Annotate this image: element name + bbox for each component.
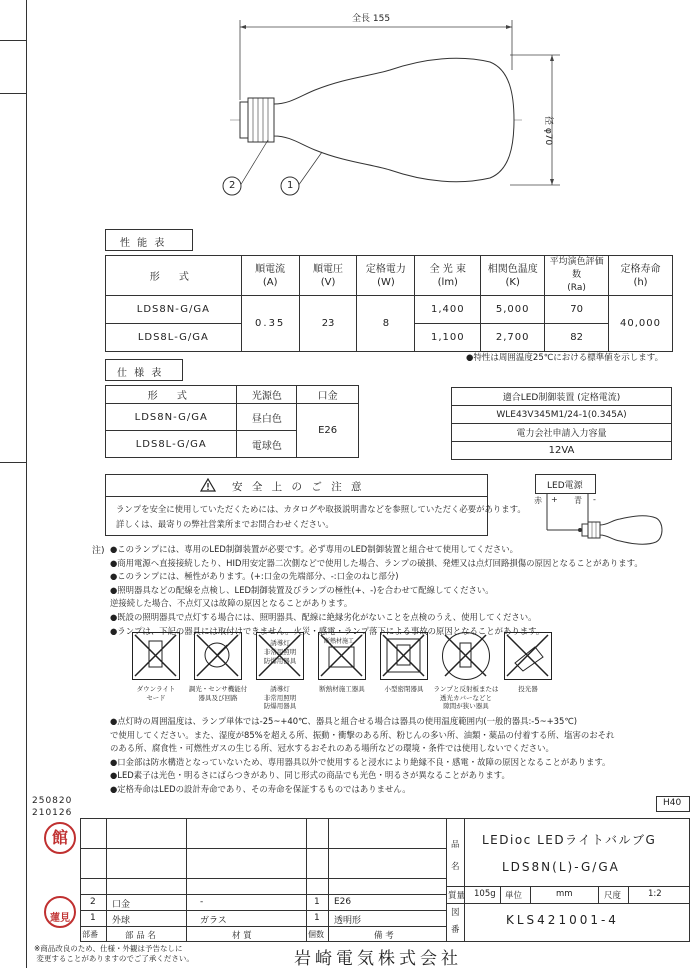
notes-block-2: [110, 715, 690, 797]
pictogram-downlight-icon: [132, 632, 180, 680]
left-frame-tick: [0, 93, 26, 94]
performance-table: [105, 255, 673, 352]
bulb-drawing: [210, 0, 580, 210]
part-material: -: [200, 897, 204, 907]
part-qty: 1: [314, 913, 320, 923]
pictogram-label: ランプと反射板または 透光カバーなどと 隙間が狭い器具: [433, 685, 499, 710]
performance-footnote: ●特性は周囲温度25℃における標準値を示します。: [466, 353, 664, 363]
perf-ra: 70: [545, 296, 609, 324]
grid-line: [628, 886, 629, 903]
led-power-label: LED電源: [547, 481, 583, 491]
perf-cct: 2,700: [481, 324, 545, 352]
grid-line: [464, 818, 465, 942]
left-frame-tick: [0, 40, 26, 41]
part-header-qty: 個数: [308, 930, 324, 939]
spec-header-base: 口金: [297, 386, 359, 404]
wire-plus-label: +: [551, 495, 558, 504]
pictogram-label: 調光・センサ機能付 器具及び回路: [188, 685, 248, 702]
spec-model: LDS8L-G/GA: [106, 431, 237, 458]
note-line: ●LED素子は光色・明るさにばらつきがあり、同じ形式の商品でも光色・明るさが異なることがあります。: [110, 770, 510, 781]
spec-model: LDS8N-G/GA: [106, 404, 237, 431]
part-no: 1: [90, 913, 96, 923]
spec-color: 昼白色: [237, 404, 297, 431]
warning-icon: [200, 478, 216, 492]
note-line: ●このランプには、専用のLED制御装置が必要です。必ず専用のLED制御装置と組合せて使用してください。: [110, 544, 518, 554]
grid-line: [80, 926, 446, 927]
note-line: のある所、腐食性・可燃性ガスの生じる所、冠水するおそれのある場所などの環境・条件では使用しないでください。: [110, 743, 554, 754]
spec-header-color: 光源色: [237, 386, 297, 404]
performance-title: 性 能 表: [120, 238, 167, 249]
scale-value: 1:2: [648, 889, 662, 899]
part-header-material: 材 質: [232, 931, 252, 941]
part-no: 2: [90, 897, 96, 907]
grid-line: [80, 878, 446, 879]
perf-model: LDS8N-G/GA: [106, 296, 242, 324]
stamp-bottom: [44, 896, 76, 928]
driver-title: 適合LED制御装置 (定格電流): [452, 388, 672, 406]
pictogram-label: ダウンライト セード: [136, 685, 176, 702]
pictogram-inner-text: 断熱材施工: [324, 638, 355, 645]
safety-line-2: 詳しくは、最寄りの弊社営業所までお問合わせください。: [116, 519, 334, 529]
note-line: ●照明器具などの配線を点検し、LED制御装置及びランプの極性(+、-)を合わせて配線してください。: [110, 584, 494, 595]
company-name: 岩崎電気株式会社: [294, 949, 462, 969]
pictogram-label: 投光器: [518, 685, 538, 693]
pictogram-sealed-icon: [380, 632, 428, 680]
mass-value: 105g: [474, 889, 496, 899]
perf-cct: 5,000: [481, 296, 545, 324]
wire-blue-label: 青: [574, 496, 582, 505]
part-name: 外球: [112, 916, 131, 926]
grid-line: [500, 886, 501, 903]
safety-title: 安 全 上 の ご 注 意: [232, 481, 365, 493]
diameter-label: 径 φ70: [543, 116, 553, 146]
grid-line: [80, 910, 446, 911]
part-name: 口金: [112, 900, 131, 910]
part-header-name: 部 品 名: [125, 931, 156, 941]
driver-capacity-title: 電力会社申請入力容量: [452, 424, 672, 442]
drawing-no: KLS421001-4: [506, 913, 619, 927]
note-line: ●口金部は防水構造となっていないため、専用器具以外で使用すると浸水により絶縁不良・感電・故障の原因となることがあります。: [110, 756, 611, 767]
perf-voltage: 23: [299, 296, 357, 352]
grid-line: [530, 886, 531, 903]
callout-2: 2: [229, 180, 236, 191]
wire-red-label: 赤: [534, 496, 542, 505]
perf-header-model: 形 式: [106, 256, 242, 296]
pictogram-label: 小型密閉器具: [384, 685, 424, 693]
notes-block-1: [110, 543, 690, 638]
note-line: ●既設の照明器具で点灯する場合には、照明器具、配線に絶縁劣化がないことを点検のうえ、使用してください。: [110, 611, 537, 622]
scale-label: 尺度: [604, 891, 622, 901]
grid-line: [446, 886, 690, 887]
callout-1: 1: [287, 180, 294, 191]
sheet-code: H40: [663, 798, 682, 808]
note-line: ●点灯時の周囲温度は、ランプ単体では-25~+40℃、器具と組合せる場合は器具の使用温度範囲内(一般的器具:-5~+35℃): [110, 716, 578, 726]
perf-header-power: 定格電力 (W): [357, 256, 415, 296]
stamp-top: [44, 822, 76, 854]
note-line: ●ランプは、下記の器具には取付けできません。火災・感電・ランプ落下による事故の原因となることがあります。: [110, 625, 545, 636]
perf-power: 8: [357, 296, 415, 352]
safety-line-1: ランプを安全に使用していただくためには、カタログや取扱説明書などを参照していただく必要があります。: [116, 504, 526, 514]
drawing-no-label: 図 番: [451, 908, 460, 935]
note-line: で使用してください。また、湿度が85%を超える所、振動・衝撃のある所、粉じんの多い所、油類・薬品の付着する所、塩害のおそれ: [110, 729, 615, 740]
grid-line: [306, 818, 307, 942]
spec-color: 電球色: [237, 431, 297, 458]
perf-ra: 82: [545, 324, 609, 352]
side-date: 250820: [32, 796, 73, 806]
perf-header-ra: 平均演色評価数 (Ra): [545, 256, 609, 296]
mass-label: 質量: [448, 891, 466, 901]
perf-flux: 1,400: [415, 296, 481, 324]
perf-header-flux: 全 光 束 (lm): [415, 256, 481, 296]
left-frame-tick: [0, 462, 26, 463]
part-note: 透明形: [334, 916, 362, 926]
part-header-note: 備 考: [374, 931, 394, 941]
driver-model: WLE43V345M1/24-1(0.345A): [452, 406, 672, 424]
grid-line: [328, 818, 329, 942]
perf-current: 0.35: [241, 296, 299, 352]
product-line-2: LDS8N(L)-G/GA: [502, 860, 620, 874]
unit-value: mm: [556, 889, 573, 899]
grid-line: [598, 886, 599, 903]
perf-model: LDS8L-G/GA: [106, 324, 242, 352]
perf-header-cct: 相関色温度 (K): [481, 256, 545, 296]
driver-table: [451, 387, 672, 460]
note-line: 逆接続した場合、不点灯又は故障の原因となることがあります。: [110, 598, 353, 609]
side-date: 210126: [32, 808, 73, 818]
disclaimer: ※商品改良のため、仕様・外観は予告なしに 変更することがありますのでご了承ください。: [34, 944, 194, 963]
driver-capacity: 12VA: [452, 442, 672, 460]
grid-line: [80, 848, 446, 849]
pictogram-label: 断熱材施工器具: [319, 685, 365, 693]
grid-line: [80, 894, 446, 895]
part-qty: 1: [314, 897, 320, 907]
part-header-no: 部番: [82, 930, 98, 939]
unit-label: 単位: [505, 891, 523, 901]
perf-life: 40,000: [609, 296, 673, 352]
perf-header-voltage: 順電圧 (V): [299, 256, 357, 296]
grid-line: [186, 818, 187, 942]
product-line-1: LEDioc LEDライトバルブG: [482, 833, 657, 847]
total-length-label: 全長 155: [352, 14, 391, 24]
perf-flux: 1,100: [415, 324, 481, 352]
part-note: E26: [334, 897, 352, 907]
spec-table: [105, 385, 359, 458]
stamp-top-text: 館: [51, 828, 68, 847]
perf-header-life: 定格寿命 (h): [609, 256, 673, 296]
pictogram-inner-text: 誘導灯 非常用照明 防爆用器具: [263, 639, 297, 665]
pictogram-insulation-icon: [318, 632, 366, 680]
title-block-divider: [446, 818, 447, 942]
note-line: ●定格寿命はLEDの設計寿命であり、その寿命を保証するものではありません。: [110, 783, 411, 794]
grid-line: [446, 903, 690, 904]
stamp-bottom-text: 蓮見: [50, 913, 70, 924]
wire-minus-label: -: [593, 495, 596, 504]
note-line: ●このランプには、極性があります。(+:口金の先端部分、-:口金のねじ部分): [110, 571, 399, 582]
left-frame-line: [26, 0, 27, 968]
spec-header-model: 形 式: [106, 386, 237, 404]
name-label: 品 名: [451, 840, 460, 872]
notes-prefix: 注): [92, 546, 105, 556]
pictogram-floodlight-icon: [504, 632, 552, 680]
pictogram-emergency-icon: [256, 632, 304, 680]
perf-header-current: 順電流 (A): [241, 256, 299, 296]
spec-base: E26: [297, 404, 359, 458]
pictogram-reflector-icon: [442, 632, 490, 680]
part-material: ガラス: [200, 916, 227, 926]
note-line: ●商用電源へ直接接続したり、HID用安定器二次側などで使用した場合、ランプの破損、発煙又は点灯回路損傷の原因となることがあります。: [110, 557, 643, 568]
spec-title: 仕 様 表: [117, 368, 164, 379]
pictogram-dimmer-icon: [194, 632, 242, 680]
pictogram-label: 誘導灯 非常用照明 防爆用器具: [263, 685, 297, 710]
safety-title-divider: [105, 496, 488, 497]
grid-line: [106, 818, 107, 942]
